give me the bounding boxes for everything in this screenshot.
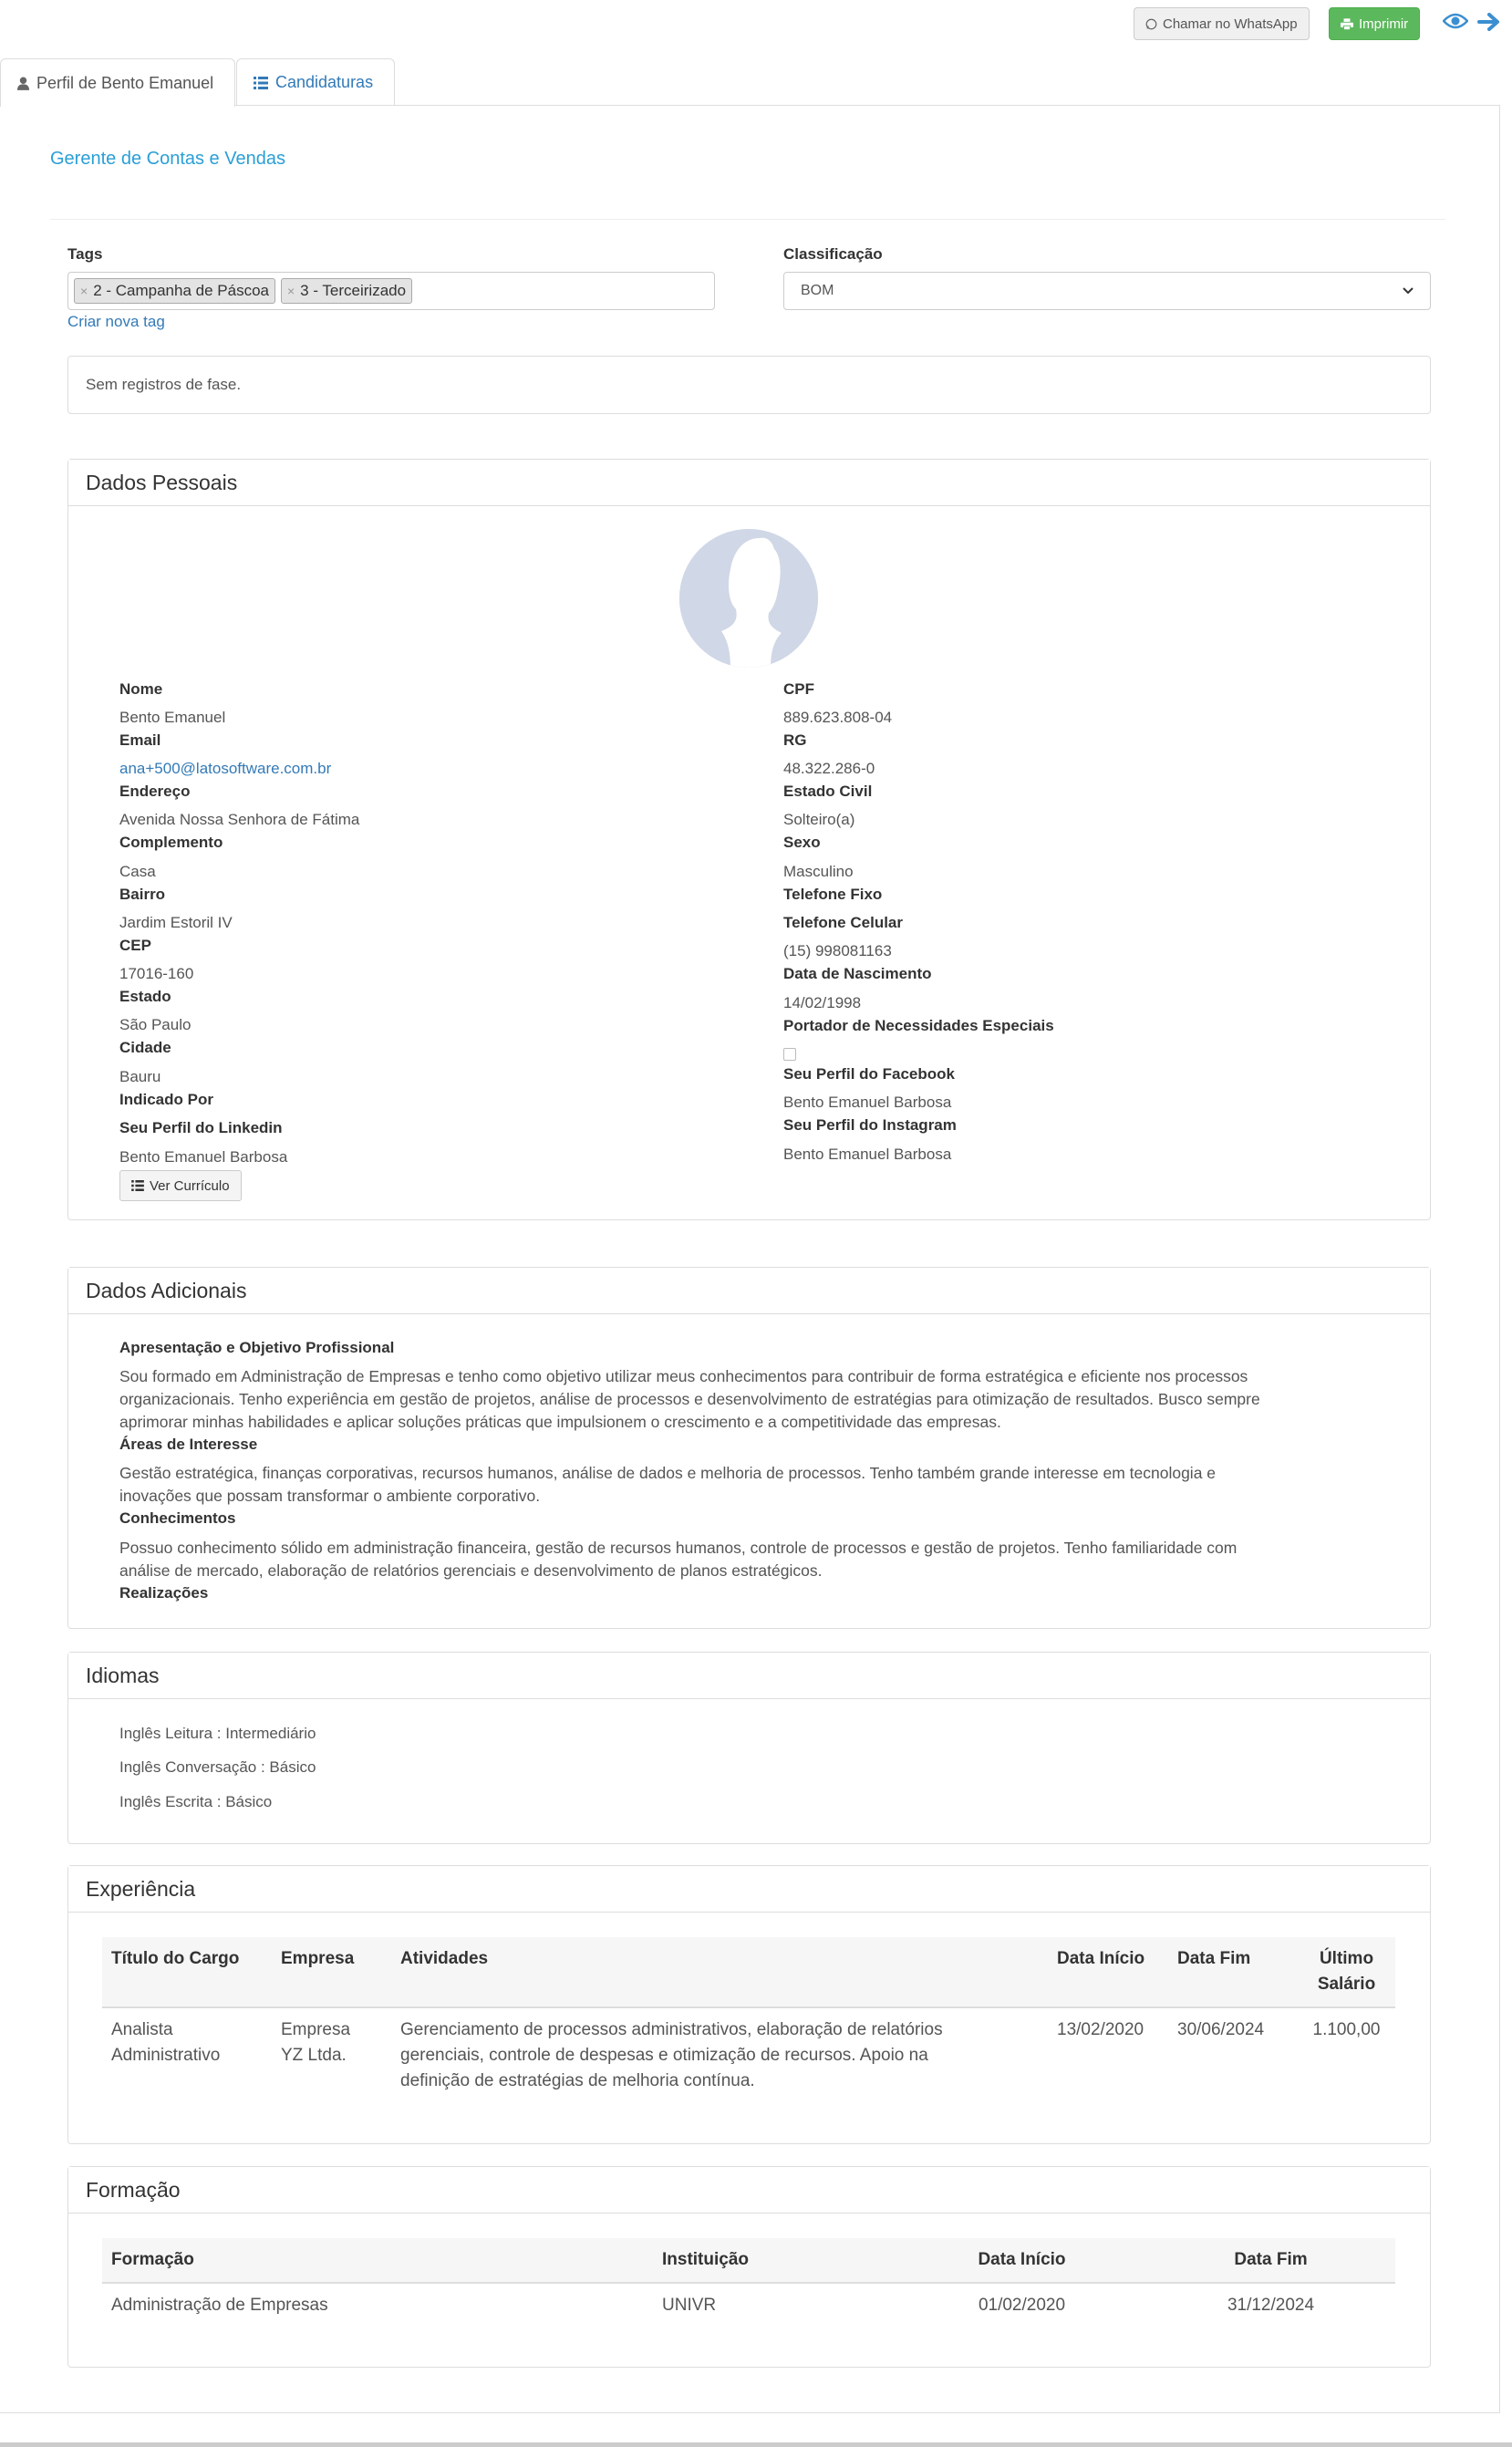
pne-checkbox[interactable]	[783, 1048, 796, 1061]
col-formacao: Formação	[102, 2238, 653, 2283]
tab-divider	[235, 105, 1500, 106]
nasc-label: Data de Nascimento	[783, 965, 932, 982]
col-atividades: Atividades	[391, 1937, 1048, 2007]
civil-label: Estado Civil	[783, 783, 873, 800]
experience-table	[102, 1937, 1395, 2103]
classification-value: BOM	[801, 283, 834, 298]
tags-input[interactable]	[67, 272, 715, 310]
apresentacao-label: Apresentação e Objetivo Profissional	[119, 1339, 395, 1356]
linkedin-label: Seu Perfil do Linkedin	[119, 1119, 283, 1136]
panel-title: Formação	[68, 2167, 1430, 2214]
cidade-value: Bauru	[119, 1068, 161, 1085]
facebook-label: Seu Perfil do Facebook	[783, 1065, 955, 1083]
tag-chip	[281, 278, 412, 304]
sexo-label: Sexo	[783, 834, 821, 851]
whatsapp-button[interactable]	[1134, 7, 1310, 40]
arrow-right-icon[interactable]	[1477, 11, 1501, 39]
cell-inicio: 13/02/2020	[1057, 2020, 1144, 2039]
create-tag-link[interactable]: Criar nova tag	[67, 313, 165, 330]
job-title: Gerente de Contas e Vendas	[50, 149, 285, 169]
estado-label: Estado	[119, 988, 171, 1005]
cell-atividades: Gerenciamento de processos administrativos, elaboração de relatórios gerenciais, controle de despesas e otimização de recursos. Apoio na definição de estratégias de melhoria contínua.	[400, 2020, 943, 2090]
conhecimentos-text: Possuo conhecimento sólido em administração financeira, gestão de recursos humanos, controle de processos e gestão de projetos. Tenho familiaridade com análise de mercado, elaboração de relatórios gerenciais e desenvolvimento de planos estratégicos.	[119, 1539, 1238, 1580]
panel-title: Dados Pessoais	[68, 460, 1430, 506]
table-header-row	[102, 2238, 1395, 2283]
complemento-label: Complemento	[119, 834, 223, 851]
panel-title: Idiomas	[68, 1653, 1430, 1699]
estado-value: São Paulo	[119, 1016, 192, 1033]
cell-cargo: Analista Administrativo	[111, 2020, 221, 2065]
languages-panel	[67, 1652, 1431, 1844]
cell-formacao: Administração de Empresas	[111, 2296, 328, 2315]
conhecimentos-label: Conhecimentos	[119, 1509, 236, 1527]
bairro-value: Jardim Estoril IV	[119, 914, 233, 931]
tab-profile[interactable]	[0, 58, 235, 107]
phase-message: Sem registros de fase.	[86, 376, 242, 393]
view-cv-button[interactable]	[119, 1170, 242, 1201]
cell-inicio: 01/02/2020	[978, 2296, 1066, 2315]
col-inicio: Data Início	[1048, 1937, 1168, 2007]
chevron-down-icon	[1403, 287, 1414, 295]
celular-value: (15) 998081163	[783, 942, 892, 959]
language-item: Inglês Leitura : Intermediário	[119, 1725, 316, 1742]
print-button[interactable]	[1329, 7, 1420, 40]
remove-tag-icon[interactable]: ×	[286, 284, 295, 298]
content-bottom-border	[0, 2412, 1500, 2413]
sexo-value: Masculino	[783, 863, 854, 880]
nasc-value: 14/02/1998	[783, 994, 862, 1011]
col-cargo: Título do Cargo	[102, 1937, 272, 2007]
list-icon	[254, 77, 268, 89]
realizacoes-label: Realizações	[119, 1584, 209, 1602]
cell-instituicao: UNIVR	[662, 2296, 717, 2315]
cell-fim: 31/12/2024	[1227, 2296, 1315, 2315]
linkedin-value: Bento Emanuel Barbosa	[119, 1148, 288, 1166]
print-icon	[1341, 18, 1353, 30]
classification-label: Classificação	[783, 245, 883, 263]
cell-fim: 30/06/2024	[1177, 2020, 1265, 2039]
fixo-label: Telefone Fixo	[783, 886, 883, 903]
col-inicio: Data Início	[897, 2238, 1146, 2283]
complemento-value: Casa	[119, 863, 156, 880]
tag-label: 2 - Campanha de Páscoa	[93, 282, 269, 299]
celular-label: Telefone Celular	[783, 914, 903, 931]
cidade-label: Cidade	[119, 1039, 171, 1056]
col-instituicao: Instituição	[653, 2238, 897, 2283]
list-icon	[131, 1180, 144, 1191]
col-fim: Data Fim	[1168, 1937, 1298, 2007]
tab-applications-label: Candidaturas	[275, 73, 374, 91]
table-row	[102, 2007, 1395, 2103]
language-item: Inglês Conversação : Básico	[119, 1758, 316, 1776]
tab-applications[interactable]	[236, 58, 395, 106]
col-salario: Último Salário	[1298, 1937, 1395, 2007]
tab-profile-label: Perfil de Bento Emanuel	[36, 73, 214, 92]
classification-select[interactable]	[783, 272, 1431, 310]
user-icon	[17, 77, 29, 90]
apresentacao-text: Sou formado em Administração de Empresas e tenho como objetivo utilizar meus conhecimentos para contribuir de forma estratégica e eficiente nos processos organizacionais. Tenho experiência em gestão de projetos, análise de processos e desenvolvimento de estratégias para otimização de resultados. Busco sempre aprimorar minhas habilidades e aplicar soluções práticas que impulsionem o crescimento e a competitividade das empresas.	[119, 1367, 1260, 1431]
tag-chip	[74, 278, 275, 304]
email-link[interactable]: ana+500@latosoftware.com.br	[119, 760, 332, 777]
view-cv-label: Ver Currículo	[150, 1177, 230, 1194]
pne-label: Portador de Necessidades Especiais	[783, 1017, 1054, 1034]
language-item: Inglês Escrita : Básico	[119, 1793, 273, 1810]
tags-label: Tags	[67, 245, 103, 263]
endereco-label: Endereço	[119, 783, 191, 800]
print-button-label: Imprimir	[1359, 16, 1409, 32]
divider	[50, 219, 1445, 220]
education-table	[102, 2238, 1395, 2328]
instagram-value: Bento Emanuel Barbosa	[783, 1146, 952, 1163]
rg-label: RG	[783, 731, 807, 749]
facebook-value: Bento Emanuel Barbosa	[783, 1094, 952, 1111]
cpf-label: CPF	[783, 680, 814, 698]
page-bottom-bar	[0, 2442, 1512, 2447]
col-empresa: Empresa	[272, 1937, 391, 2007]
phase-panel	[67, 356, 1431, 414]
remove-tag-icon[interactable]: ×	[80, 284, 88, 298]
eye-icon[interactable]	[1443, 11, 1468, 37]
nome-value: Bento Emanuel	[119, 709, 226, 726]
table-row	[102, 2283, 1395, 2328]
bairro-label: Bairro	[119, 886, 166, 903]
whatsapp-icon	[1145, 18, 1157, 30]
content-border	[1499, 105, 1500, 2412]
endereco-value: Avenida Nossa Senhora de Fátima	[119, 811, 360, 828]
whatsapp-button-label: Chamar no WhatsApp	[1163, 16, 1298, 32]
cell-empresa: Empresa YZ Ltda.	[281, 2020, 351, 2065]
nome-label: Nome	[119, 680, 163, 698]
cell-salario: 1.100,00	[1312, 2020, 1381, 2039]
civil-value: Solteiro(a)	[783, 811, 855, 828]
areas-label: Áreas de Interesse	[119, 1436, 258, 1453]
cep-value: 17016-160	[119, 965, 194, 982]
table-header-row	[102, 1937, 1395, 2007]
areas-text: Gestão estratégica, finanças corporativas, recursos humanos, análise de dados e melhoria de processos. Tenho também grande interesse em tecnologia e inovações que possam transformar o ambiente corporativo.	[119, 1464, 1217, 1505]
panel-title: Experiência	[68, 1866, 1430, 1913]
instagram-label: Seu Perfil do Instagram	[783, 1116, 957, 1134]
email-label: Email	[119, 731, 161, 749]
tag-label: 3 - Terceirizado	[300, 282, 407, 299]
cpf-value: 889.623.808-04	[783, 709, 893, 726]
indicado-label: Indicado Por	[119, 1091, 213, 1108]
panel-title: Dados Adicionais	[68, 1268, 1430, 1314]
avatar	[679, 529, 818, 668]
rg-value: 48.322.286-0	[783, 760, 875, 777]
col-fim: Data Fim	[1146, 2238, 1395, 2283]
cep-label: CEP	[119, 937, 151, 954]
